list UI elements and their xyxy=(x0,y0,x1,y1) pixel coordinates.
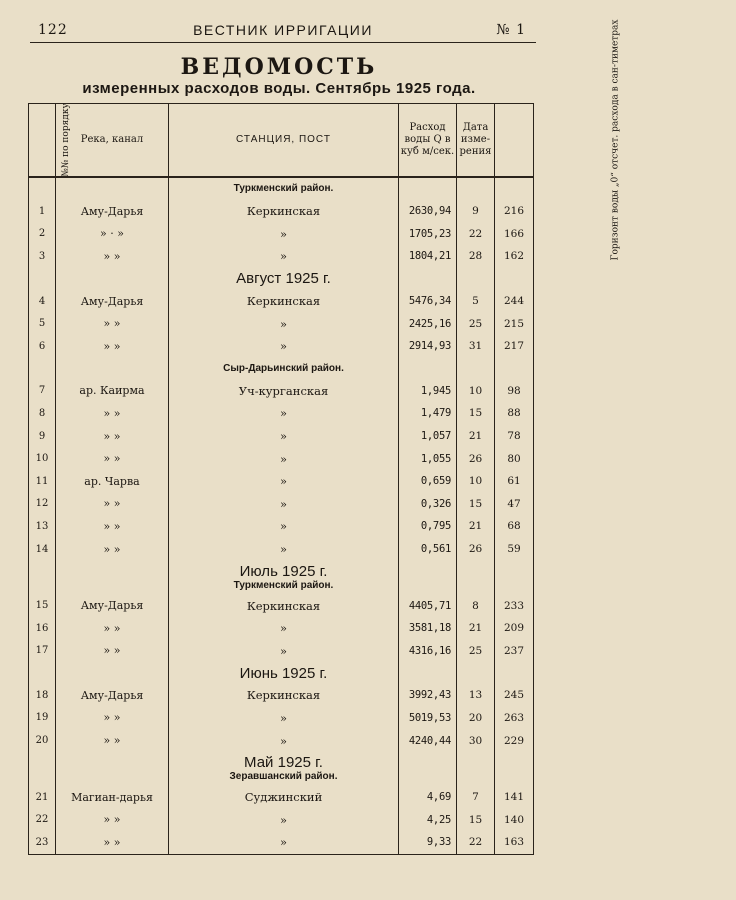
date-cell: 25 xyxy=(457,312,495,335)
date-cell: 13 xyxy=(457,684,495,707)
row-number: 13 xyxy=(29,515,56,538)
date-cell: 21 xyxy=(457,617,495,640)
empty-cell xyxy=(56,177,169,200)
river-cell: ар. Чарва xyxy=(56,470,169,493)
section-heading-row xyxy=(29,358,534,380)
level-cell: 209 xyxy=(495,617,534,640)
station-cell: Керкинская xyxy=(169,684,399,707)
flow-cell: 0,659 xyxy=(399,470,457,493)
page-number: 122 xyxy=(38,22,68,38)
river-cell: Аму-Дарья xyxy=(56,594,169,617)
empty-cell xyxy=(56,268,169,290)
date-cell: 15 xyxy=(457,808,495,831)
river-cell: » » xyxy=(56,402,169,425)
level-cell: 216 xyxy=(495,200,534,223)
date-cell: 8 xyxy=(457,594,495,617)
station-cell: Керкинская xyxy=(169,290,399,313)
flow-cell: 4316,16 xyxy=(399,640,457,663)
date-cell: 20 xyxy=(457,707,495,730)
empty-cell xyxy=(495,358,534,380)
level-cell: 59 xyxy=(495,538,534,561)
issue-number: № 1 xyxy=(496,22,526,38)
row-number: 16 xyxy=(29,617,56,640)
station-cell: » xyxy=(169,515,399,538)
river-cell: » » xyxy=(56,640,169,663)
station-cell: » xyxy=(169,493,399,516)
flow-cell: 4240,44 xyxy=(399,729,457,752)
river-cell: » » xyxy=(56,808,169,831)
table-row xyxy=(29,380,534,403)
row-number: 5 xyxy=(29,312,56,335)
district-heading: Зеравшанский район. xyxy=(229,771,338,783)
flow-cell: 1,055 xyxy=(399,447,457,470)
month-heading: Июнь 1925 г. xyxy=(239,664,328,682)
month-heading: Май 1925 г. xyxy=(244,754,323,772)
table-row xyxy=(29,312,534,335)
station-cell: » xyxy=(169,831,399,854)
date-cell: 10 xyxy=(457,470,495,493)
level-cell: 88 xyxy=(495,402,534,425)
document-title: ВЕДОМОСТЬ xyxy=(180,54,378,80)
level-cell: 162 xyxy=(495,245,534,268)
river-cell: Аму-Дарья xyxy=(56,684,169,707)
date-cell: 26 xyxy=(457,447,495,470)
section-heading xyxy=(169,177,399,200)
station-cell: » xyxy=(169,729,399,752)
station-cell: » xyxy=(169,707,399,730)
table-row xyxy=(29,447,534,470)
table-row xyxy=(29,684,534,707)
flow-cell: 0,326 xyxy=(399,493,457,516)
date-cell: 9 xyxy=(457,200,495,223)
table-row xyxy=(29,245,534,268)
station-cell: » xyxy=(169,425,399,448)
table-row xyxy=(29,493,534,516)
flow-cell: 2914,93 xyxy=(399,335,457,358)
river-cell: Аму-Дарья xyxy=(56,200,169,223)
date-cell: 21 xyxy=(457,425,495,448)
flow-cell: 1,057 xyxy=(399,425,457,448)
flow-cell: 5476,34 xyxy=(399,290,457,313)
section-heading-row xyxy=(29,268,534,290)
level-cell: 80 xyxy=(495,447,534,470)
river-cell: » » xyxy=(56,447,169,470)
table-row xyxy=(29,808,534,831)
empty-cell xyxy=(457,358,495,380)
empty-cell xyxy=(56,662,169,684)
row-number: 18 xyxy=(29,684,56,707)
river-cell: » » xyxy=(56,335,169,358)
empty-cell xyxy=(29,752,56,786)
row-number: 3 xyxy=(29,245,56,268)
flow-cell: 2630,94 xyxy=(399,200,457,223)
table-row xyxy=(29,786,534,809)
table-row xyxy=(29,515,534,538)
station-cell: » xyxy=(169,447,399,470)
empty-cell xyxy=(495,752,534,786)
month-heading: Август 1925 г. xyxy=(236,270,331,288)
river-cell: » · » xyxy=(56,223,169,246)
row-number: 23 xyxy=(29,831,56,854)
date-cell: 28 xyxy=(457,245,495,268)
date-cell: 22 xyxy=(457,223,495,246)
empty-cell xyxy=(495,268,534,290)
empty-cell xyxy=(399,752,457,786)
station-cell: » xyxy=(169,538,399,561)
station-cell: Уч-курганская xyxy=(169,380,399,403)
station-cell: » xyxy=(169,617,399,640)
station-cell: Суджинский xyxy=(169,786,399,809)
table-row xyxy=(29,831,534,854)
level-cell: 217 xyxy=(495,335,534,358)
row-number: 1 xyxy=(29,200,56,223)
flow-cell: 9,33 xyxy=(399,831,457,854)
flow-cell: 5019,53 xyxy=(399,707,457,730)
col-header-flow: Расход воды Q в куб м/сек. xyxy=(399,104,457,178)
empty-cell xyxy=(457,268,495,290)
station-cell: Керкинская xyxy=(169,594,399,617)
table-row xyxy=(29,617,534,640)
date-cell: 26 xyxy=(457,538,495,561)
flow-cell: 2425,16 xyxy=(399,312,457,335)
empty-cell xyxy=(399,268,457,290)
col-header-river: Река, канал xyxy=(56,104,169,178)
section-heading xyxy=(169,560,399,594)
district-heading: Туркменский район. xyxy=(233,579,334,591)
level-cell: 245 xyxy=(495,684,534,707)
empty-cell xyxy=(399,358,457,380)
station-cell: » xyxy=(169,470,399,493)
section-heading-row xyxy=(29,662,534,684)
journal-title: ВЕСТНИК ИРРИГАЦИИ xyxy=(193,22,373,38)
empty-cell xyxy=(399,662,457,684)
row-number: 20 xyxy=(29,729,56,752)
date-cell: 31 xyxy=(457,335,495,358)
row-number: 17 xyxy=(29,640,56,663)
date-cell: 22 xyxy=(457,831,495,854)
station-cell: » xyxy=(169,402,399,425)
river-cell: ар. Каирма xyxy=(56,380,169,403)
row-number: 15 xyxy=(29,594,56,617)
date-cell: 7 xyxy=(457,786,495,809)
table-row xyxy=(29,425,534,448)
level-cell: 263 xyxy=(495,707,534,730)
date-cell: 15 xyxy=(457,493,495,516)
level-cell: 140 xyxy=(495,808,534,831)
date-cell: 30 xyxy=(457,729,495,752)
row-number: 14 xyxy=(29,538,56,561)
empty-cell xyxy=(495,177,534,200)
col-header-level: Горизонт воды „0“ отсчет. расхода в сан-тиметрах xyxy=(495,104,534,178)
river-cell: » » xyxy=(56,245,169,268)
level-cell: 229 xyxy=(495,729,534,752)
col-header-station: СТАНЦИЯ, ПОСТ xyxy=(169,104,399,178)
flow-cell: 4,25 xyxy=(399,808,457,831)
station-cell: » xyxy=(169,335,399,358)
level-cell: 166 xyxy=(495,223,534,246)
district-heading: Сыр-Дарьинский район. xyxy=(223,362,344,374)
flow-cell: 4405,71 xyxy=(399,594,457,617)
station-cell: » xyxy=(169,808,399,831)
level-cell: 61 xyxy=(495,470,534,493)
river-cell: » » xyxy=(56,538,169,561)
date-cell: 10 xyxy=(457,380,495,403)
river-cell: » » xyxy=(56,493,169,516)
col-header-number: №№ по порядку xyxy=(29,104,56,178)
station-cell: » xyxy=(169,223,399,246)
level-cell: 141 xyxy=(495,786,534,809)
empty-cell xyxy=(29,358,56,380)
empty-cell xyxy=(457,177,495,200)
level-cell: 68 xyxy=(495,515,534,538)
flow-cell: 1705,23 xyxy=(399,223,457,246)
river-cell: » » xyxy=(56,707,169,730)
table-row xyxy=(29,707,534,730)
station-cell: » xyxy=(169,640,399,663)
flow-cell: 1,945 xyxy=(399,380,457,403)
row-number: 10 xyxy=(29,447,56,470)
row-number: 8 xyxy=(29,402,56,425)
river-cell: » » xyxy=(56,515,169,538)
row-number: 9 xyxy=(29,425,56,448)
level-cell: 47 xyxy=(495,493,534,516)
table-row xyxy=(29,594,534,617)
document-subtitle: измеренных расходов воды. Сентябрь 1925 года. xyxy=(82,80,476,97)
row-number: 22 xyxy=(29,808,56,831)
station-cell: » xyxy=(169,245,399,268)
table-row xyxy=(29,335,534,358)
table-row xyxy=(29,729,534,752)
empty-cell xyxy=(29,662,56,684)
level-cell: 98 xyxy=(495,380,534,403)
section-heading xyxy=(169,358,399,380)
row-number: 4 xyxy=(29,290,56,313)
empty-cell xyxy=(399,177,457,200)
date-cell: 15 xyxy=(457,402,495,425)
table-row xyxy=(29,538,534,561)
section-heading xyxy=(169,752,399,786)
empty-cell xyxy=(56,560,169,594)
flow-cell: 1,479 xyxy=(399,402,457,425)
table-row xyxy=(29,470,534,493)
level-cell: 215 xyxy=(495,312,534,335)
date-cell: 21 xyxy=(457,515,495,538)
col-header-date: Дата изме-рения xyxy=(457,104,495,178)
river-cell: Магиан-дарья xyxy=(56,786,169,809)
empty-cell xyxy=(457,560,495,594)
table-row xyxy=(29,402,534,425)
empty-cell xyxy=(56,752,169,786)
empty-cell xyxy=(29,560,56,594)
empty-cell xyxy=(56,358,169,380)
empty-cell xyxy=(457,752,495,786)
row-number: 11 xyxy=(29,470,56,493)
empty-cell xyxy=(29,268,56,290)
table-header-row xyxy=(29,104,534,178)
district-heading: Туркменский район. xyxy=(233,183,334,194)
flow-cell: 3992,43 xyxy=(399,684,457,707)
table-row xyxy=(29,200,534,223)
river-cell: » » xyxy=(56,425,169,448)
river-cell: » » xyxy=(56,729,169,752)
river-cell: » » xyxy=(56,617,169,640)
river-cell: » » xyxy=(56,831,169,854)
section-heading-row xyxy=(29,560,534,594)
table-row xyxy=(29,223,534,246)
row-number: 21 xyxy=(29,786,56,809)
empty-cell xyxy=(29,177,56,200)
level-cell: 233 xyxy=(495,594,534,617)
table-row xyxy=(29,640,534,663)
table-body xyxy=(29,177,534,854)
level-cell: 163 xyxy=(495,831,534,854)
table-row xyxy=(29,290,534,313)
running-header xyxy=(30,22,536,43)
station-cell: Керкинская xyxy=(169,200,399,223)
section-heading xyxy=(169,268,399,290)
row-number: 2 xyxy=(29,223,56,246)
flow-cell: 0,795 xyxy=(399,515,457,538)
station-cell: » xyxy=(169,312,399,335)
flow-cell: 1804,21 xyxy=(399,245,457,268)
empty-cell xyxy=(399,560,457,594)
river-cell: » » xyxy=(56,312,169,335)
level-cell: 78 xyxy=(495,425,534,448)
level-cell: 237 xyxy=(495,640,534,663)
empty-cell xyxy=(457,662,495,684)
section-heading-row xyxy=(29,177,534,200)
month-heading: Июль 1925 г. xyxy=(239,562,328,580)
row-number: 7 xyxy=(29,380,56,403)
row-number: 19 xyxy=(29,707,56,730)
level-cell: 244 xyxy=(495,290,534,313)
river-cell: Аму-Дарья xyxy=(56,290,169,313)
section-heading-row xyxy=(29,752,534,786)
flow-cell: 4,69 xyxy=(399,786,457,809)
row-number: 12 xyxy=(29,493,56,516)
row-number: 6 xyxy=(29,335,56,358)
flow-cell: 0,561 xyxy=(399,538,457,561)
empty-cell xyxy=(495,662,534,684)
section-heading xyxy=(169,662,399,684)
flow-cell: 3581,18 xyxy=(399,617,457,640)
empty-cell xyxy=(495,560,534,594)
date-cell: 5 xyxy=(457,290,495,313)
date-cell: 25 xyxy=(457,640,495,663)
